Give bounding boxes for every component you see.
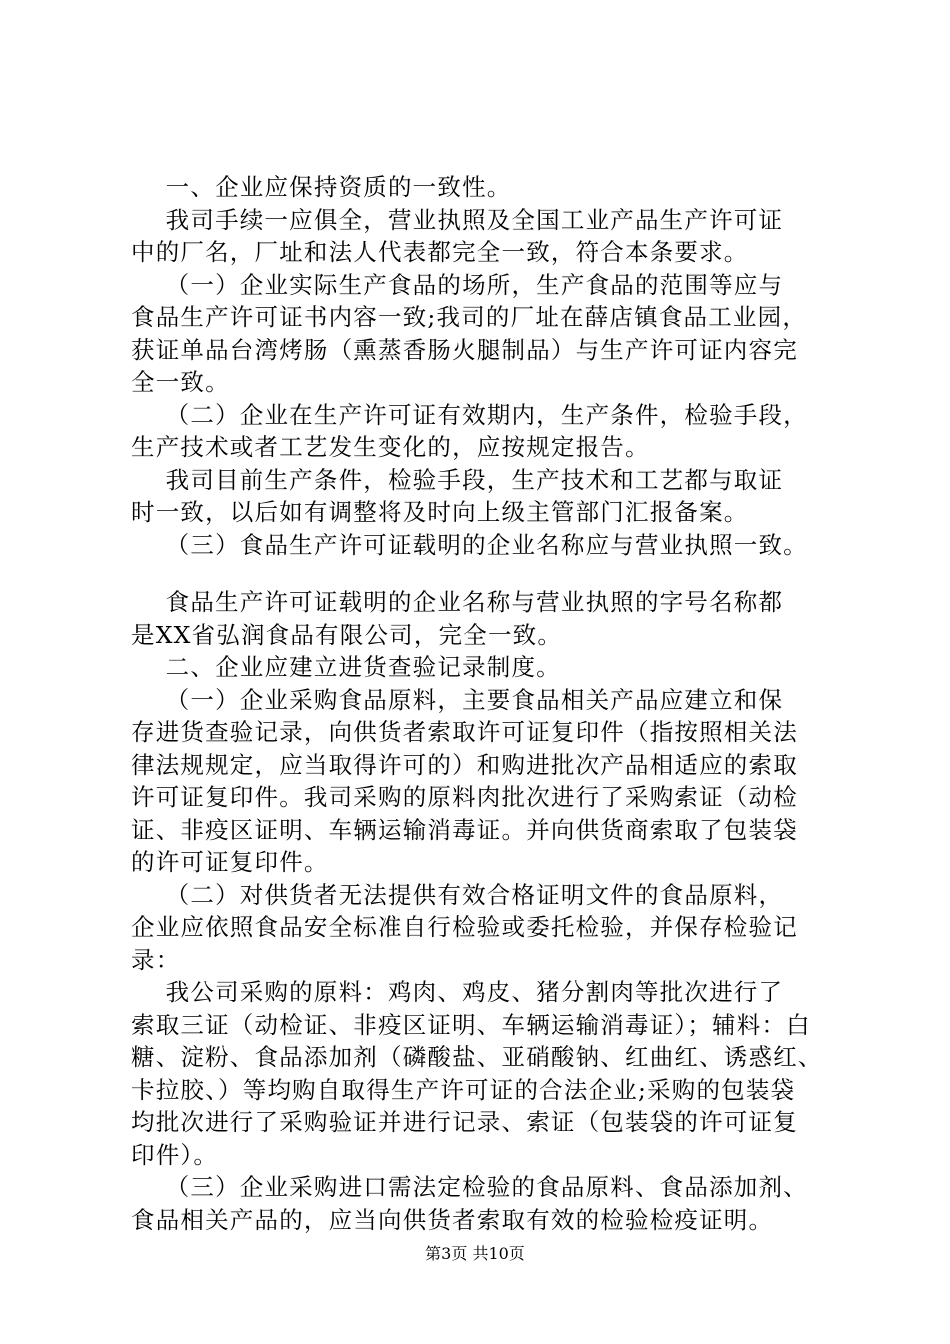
text-line: （二）企业在生产许可证有效期内，生产条件，检验手段， <box>131 400 808 429</box>
text-line: 证、非疫区证明、车辆运输消毒证。并向供货商索取了包装袋 <box>131 815 798 844</box>
text-line: 我司手续一应俱全，营业执照及全国工业产品生产许可证 <box>131 205 784 234</box>
text-line: 印件）。 <box>131 1140 219 1169</box>
document-body <box>131 171 846 1236</box>
text-line: 律法规规定，应当取得许可的）和购进批次产品相适应的索取 <box>131 750 798 779</box>
text-line: 的许可证复印件。 <box>131 848 329 876</box>
text-line: （三）食品生产许可证载明的企业名称应与营业执照一致。 <box>131 530 808 559</box>
text-line: 中的厂名，厂址和法人代表都完全一致，符合本条要求。 <box>131 238 749 266</box>
text-line: 企业应依照食品安全标准自行检验或委托检验，并保存检验记 <box>131 913 798 941</box>
text-line: 食品生产许可证载明的企业名称与营业执照的字号名称都 <box>131 588 784 616</box>
text-line: 录： <box>131 945 181 974</box>
text-line: 均批次进行了采购验证并进行记录、索证（包装袋的许可证复 <box>131 1108 798 1136</box>
text-line: 糖、淀粉、食品添加剂（磷酸盐、亚硝酸钠、红曲红、诱惑红、 <box>131 1043 823 1071</box>
text-line: 是XX省弘润食品有限公司，完全一致。 <box>131 620 563 649</box>
text-line: 时一致，以后如有调整将及时向上级主管部门汇报备案。 <box>131 498 749 526</box>
text-line: 二、企业应建立进货查验记录制度。 <box>131 653 561 681</box>
text-line: 食品相关产品的，应当向供货者索取有效的检验检疫证明。 <box>131 1205 774 1234</box>
page-footer: 第3页 共10页 <box>425 1244 525 1263</box>
text-line: 存进货查验记录，向供货者索取许可证复印件（指按照相关法 <box>131 718 798 746</box>
text-line: 生产技术或者工艺发生变化的，应按规定报告。 <box>131 433 650 461</box>
text-line: 我公司采购的原料：鸡肉、鸡皮、猪分割肉等批次进行了 <box>131 978 784 1006</box>
text-line: （一）企业实际生产食品的场所，生产食品的范围等应与 <box>131 270 784 299</box>
text-line: （三）企业采购进口需法定检验的食品原料、食品添加剂、 <box>131 1173 808 1201</box>
text-line: （二）对供货者无法提供有效合格证明文件的食品原料， <box>131 880 784 909</box>
text-line: 索取三证（动检证、非疫区证明、车辆运输消毒证）；辅料：白 <box>131 1010 811 1039</box>
text-line: 获证单品台湾烤肠（熏蒸香肠火腿制品）与生产许可证内容完 <box>131 335 798 364</box>
paragraph-gap <box>131 561 846 586</box>
text-line: 一、企业应保持资质的一致性。 <box>131 173 512 201</box>
text-line: （一）企业采购食品原料，主要食品相关产品应建立和保 <box>131 685 784 714</box>
text-line: 卡拉胶、）等均购自取得生产许可证的合法企业;采购的包装袋 <box>131 1075 796 1104</box>
text-line: 食品生产许可证书内容一致;我司的厂址在薛店镇食品工业园， <box>131 303 808 331</box>
text-line: 许可证复印件。我司采购的原料肉批次进行了采购索证（动检 <box>131 783 798 811</box>
text-line: 全一致。 <box>131 368 230 396</box>
text-line: 我司目前生产条件，检验手段，生产技术和工艺都与取证 <box>131 465 784 494</box>
